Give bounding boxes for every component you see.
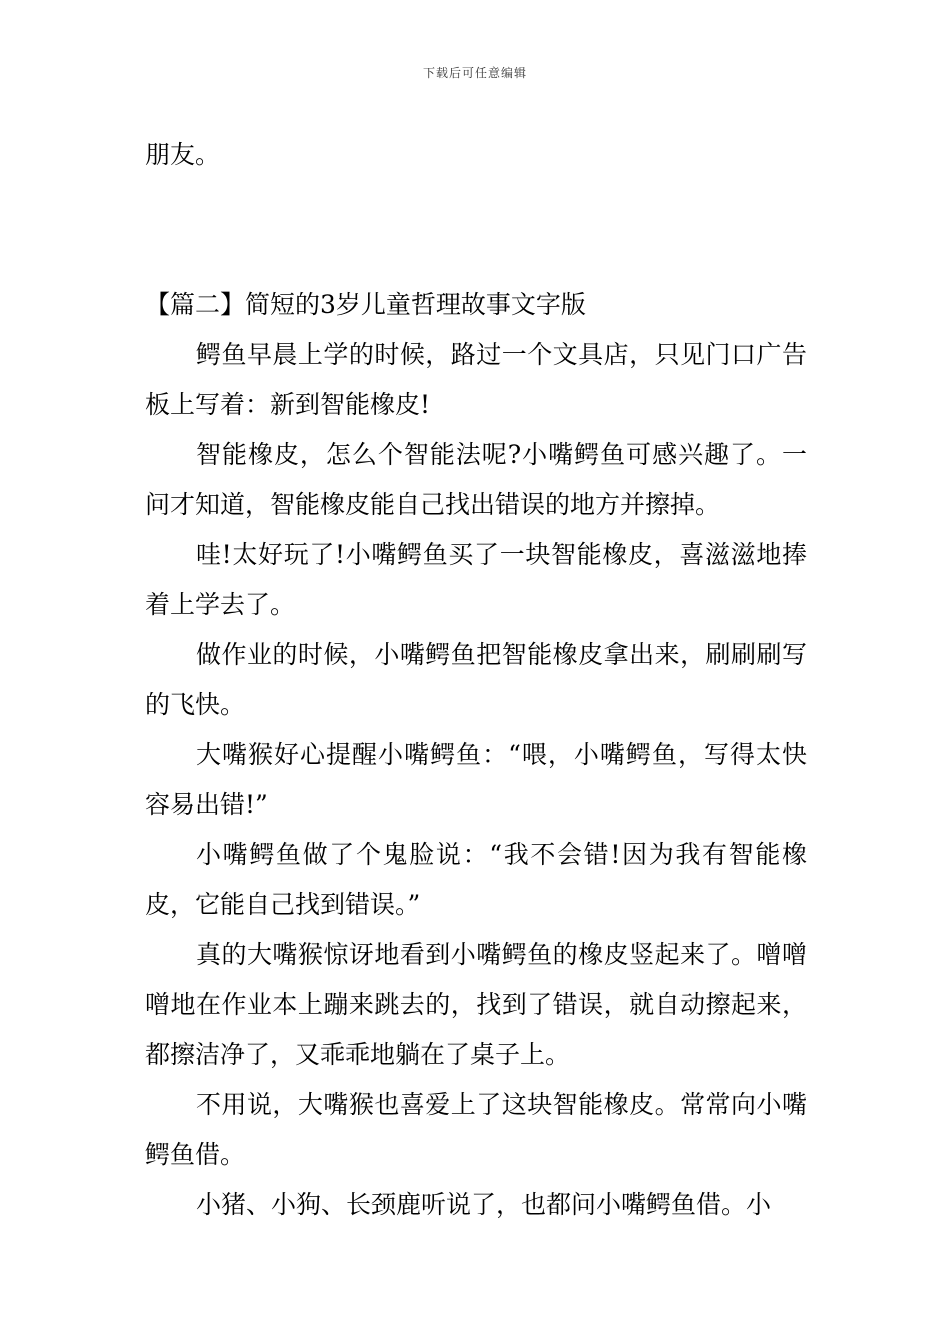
paragraph: 哇!太好玩了!小嘴鳄鱼买了一块智能橡皮，喜滋滋地捧着上学去了。 (145, 540, 807, 619)
paragraph: 不用说，大嘴猴也喜爱上了这块智能橡皮。常常向小嘴鳄鱼借。 (145, 1090, 807, 1169)
section-heading: 【篇二】简短的3岁儿童哲理故事文字版 (145, 290, 586, 319)
paragraph: 鳄鱼早晨上学的时候，路过一个文具店，只见门口广告板上写着：新到智能橡皮! (145, 340, 807, 419)
paragraph: 智能橡皮，怎么个智能法呢?小嘴鳄鱼可感兴趣了。一问才知道，智能橡皮能自己找出错误的地方并擦掉。 (145, 440, 807, 519)
page-header: 下载后可任意编辑 (422, 66, 527, 80)
paragraph: 大嘴猴好心提醒小嘴鳄鱼：“喂，小嘴鳄鱼，写得太快容易出错!” (145, 740, 807, 819)
lead-text: 朋友。 (145, 140, 221, 169)
paragraph: 小嘴鳄鱼做了个鬼脸说：“我不会错!因为我有智能橡皮，它能自己找到错误。” (145, 840, 807, 919)
paragraph: 真的大嘴猴惊讶地看到小嘴鳄鱼的橡皮竖起来了。噌噌噌地在作业本上蹦来跳去的，找到了错误，就自动擦起来，都擦洁净了，又乖乖地躺在了桌子上。 (145, 940, 807, 1069)
paragraph: 做作业的时候，小嘴鳄鱼把智能橡皮拿出来，刷刷刷写的飞快。 (145, 640, 807, 719)
document-body (145, 130, 807, 1230)
paragraph: 小猪、小狗、长颈鹿听说了，也都问小嘴鳄鱼借。小 (196, 1190, 772, 1219)
